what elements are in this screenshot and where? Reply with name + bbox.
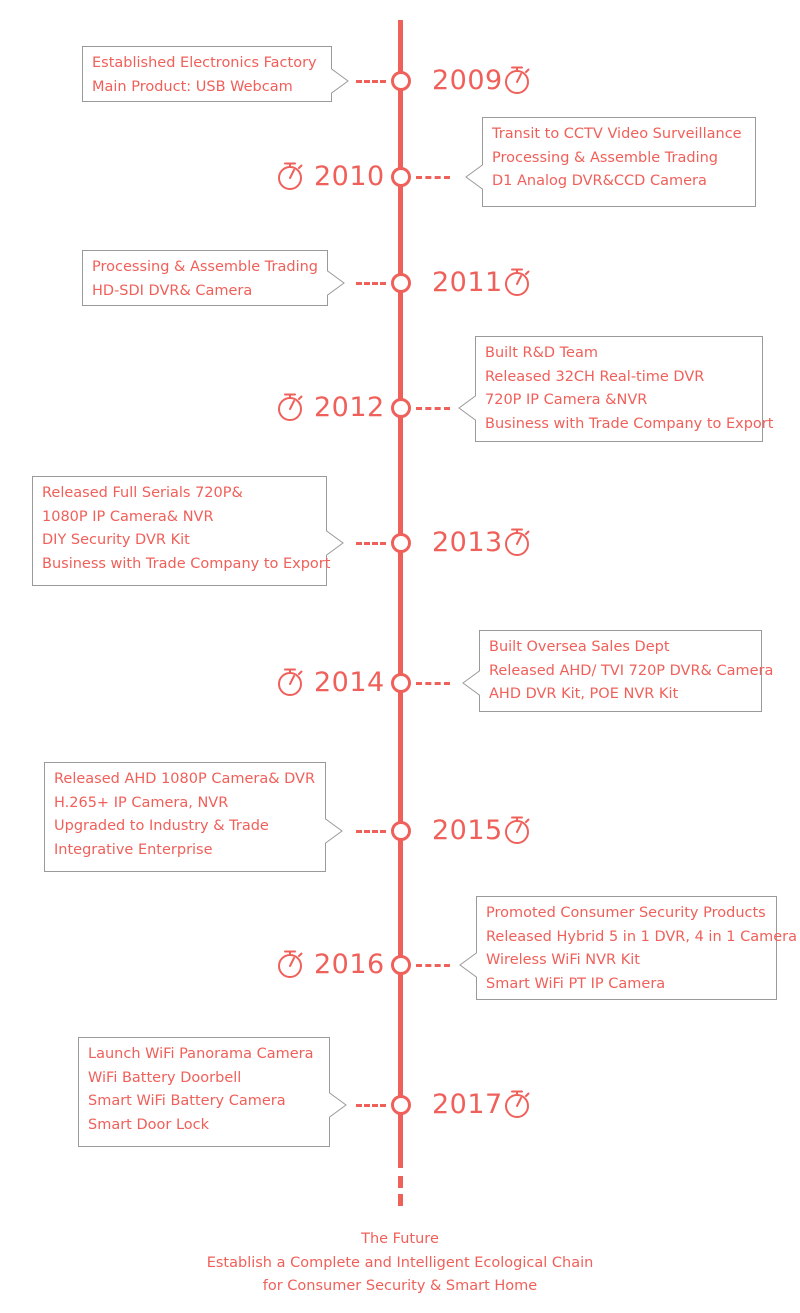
stopwatch-icon — [502, 64, 532, 96]
milestone-box — [82, 46, 332, 102]
connector-dash — [356, 282, 386, 285]
timeline-node — [391, 273, 411, 293]
milestone-box — [44, 762, 326, 872]
year-label: 2011 — [432, 267, 503, 298]
connector-dash — [356, 80, 386, 83]
future-caption — [150, 1228, 650, 1299]
timeline-axis — [398, 20, 403, 1168]
connector-dash — [416, 682, 450, 685]
connector-dash — [416, 407, 450, 410]
milestone-box — [475, 336, 774, 442]
milestone-line: Business with Trade Company to Export — [485, 415, 774, 432]
milestone-line: Released Hybrid 5 in 1 DVR, 4 in 1 Camera — [486, 928, 797, 945]
future-line: for Consumer Security & Smart Home — [262, 1278, 538, 1294]
year-label: 2009 — [432, 65, 503, 96]
milestone-line: AHD DVR Kit, POE NVR Kit — [489, 686, 679, 702]
callout-pointer — [458, 395, 476, 421]
milestone-line: Processing & Assemble Trading — [92, 259, 318, 275]
timeline-node — [391, 533, 411, 553]
year-label: 2017 — [432, 1089, 503, 1120]
connector-dash — [356, 542, 386, 545]
milestone-line: Transit to CCTV Video Surveillance — [492, 126, 742, 142]
milestone-line: Released AHD/ TVI 720P DVR& Camera — [489, 662, 774, 679]
milestone-line: Smart WiFi PT IP Camera — [486, 975, 666, 992]
callout-pointer — [327, 270, 345, 296]
callout-pointer — [459, 952, 477, 978]
timeline-node — [391, 71, 411, 91]
milestone-line: Released Full Serials 720P& — [42, 485, 243, 501]
milestone-line: WiFi Battery Doorbell — [88, 1069, 242, 1086]
milestone-line: Wireless WiFi NVR Kit — [486, 952, 640, 968]
callout-pointer — [325, 818, 343, 844]
milestone-line: Released AHD 1080P Camera& DVR — [54, 771, 316, 787]
connector-dash — [416, 176, 450, 179]
milestone-line: HD-SDI DVR& Camera — [92, 282, 253, 299]
milestone-box — [482, 117, 756, 207]
milestone-line: 720P IP Camera &NVR — [485, 392, 648, 408]
connector-dash — [356, 830, 386, 833]
stopwatch-icon — [275, 948, 305, 980]
milestone-line: Launch WiFi Panorama Camera — [88, 1046, 314, 1062]
future-title: The Future — [361, 1231, 439, 1247]
milestone-box — [82, 250, 328, 306]
milestone-line: Processing & Assemble Trading — [492, 149, 718, 166]
connector-dash — [416, 964, 450, 967]
milestone-line: Upgraded to Industry & Trade — [54, 818, 269, 834]
stopwatch-icon — [275, 666, 305, 698]
connector-dash — [356, 1104, 386, 1107]
year-label: 2014 — [314, 667, 385, 698]
stopwatch-icon — [502, 266, 532, 298]
timeline-node — [391, 167, 411, 187]
stopwatch-icon — [275, 160, 305, 192]
milestone-line: Smart Door Lock — [88, 1116, 210, 1133]
callout-pointer — [462, 670, 480, 696]
milestone-line: Business with Trade Company to Export — [42, 555, 331, 572]
timeline-node — [391, 821, 411, 841]
callout-pointer — [331, 68, 349, 94]
milestone-line: Built Oversea Sales Dept — [489, 639, 670, 655]
year-label: 2015 — [432, 815, 503, 846]
stopwatch-icon — [275, 391, 305, 423]
milestone-line: Main Product: USB Webcam — [92, 78, 293, 95]
milestone-line: DIY Security DVR Kit — [42, 532, 190, 548]
milestone-line: Built R&D Team — [485, 345, 598, 361]
milestone-line: Promoted Consumer Security Products — [486, 905, 766, 921]
milestone-line: H.265+ IP Camera, NVR — [54, 794, 229, 811]
milestone-box — [479, 630, 774, 712]
stopwatch-icon — [502, 814, 532, 846]
year-label: 2012 — [314, 392, 385, 423]
milestone-box — [78, 1037, 330, 1147]
timeline-axis-dash — [398, 1176, 403, 1188]
stopwatch-icon — [502, 526, 532, 558]
year-label: 2010 — [314, 161, 385, 192]
milestone-line: Released 32CH Real-time DVR — [485, 368, 705, 385]
milestone-box — [32, 476, 331, 586]
timeline-node — [391, 955, 411, 975]
callout-pointer — [465, 164, 483, 190]
milestone-line: 1080P IP Camera& NVR — [42, 508, 214, 525]
timeline-axis-dash — [398, 1194, 403, 1206]
year-label: 2016 — [314, 949, 385, 980]
stopwatch-icon — [502, 1088, 532, 1120]
milestone-line: Smart WiFi Battery Camera — [88, 1093, 286, 1109]
callout-pointer — [326, 530, 344, 556]
year-label: 2013 — [432, 527, 503, 558]
timeline-node — [391, 673, 411, 693]
milestone-line: Established Electronics Factory — [92, 55, 317, 71]
timeline-node — [391, 1095, 411, 1115]
future-line: Establish a Complete and Intelligent Ecological Chain — [206, 1254, 594, 1271]
milestone-line: D1 Analog DVR&CCD Camera — [492, 173, 707, 189]
milestone-box — [476, 896, 797, 1000]
timeline-node — [391, 398, 411, 418]
milestone-line: Integrative Enterprise — [54, 841, 213, 858]
callout-pointer — [329, 1092, 347, 1118]
